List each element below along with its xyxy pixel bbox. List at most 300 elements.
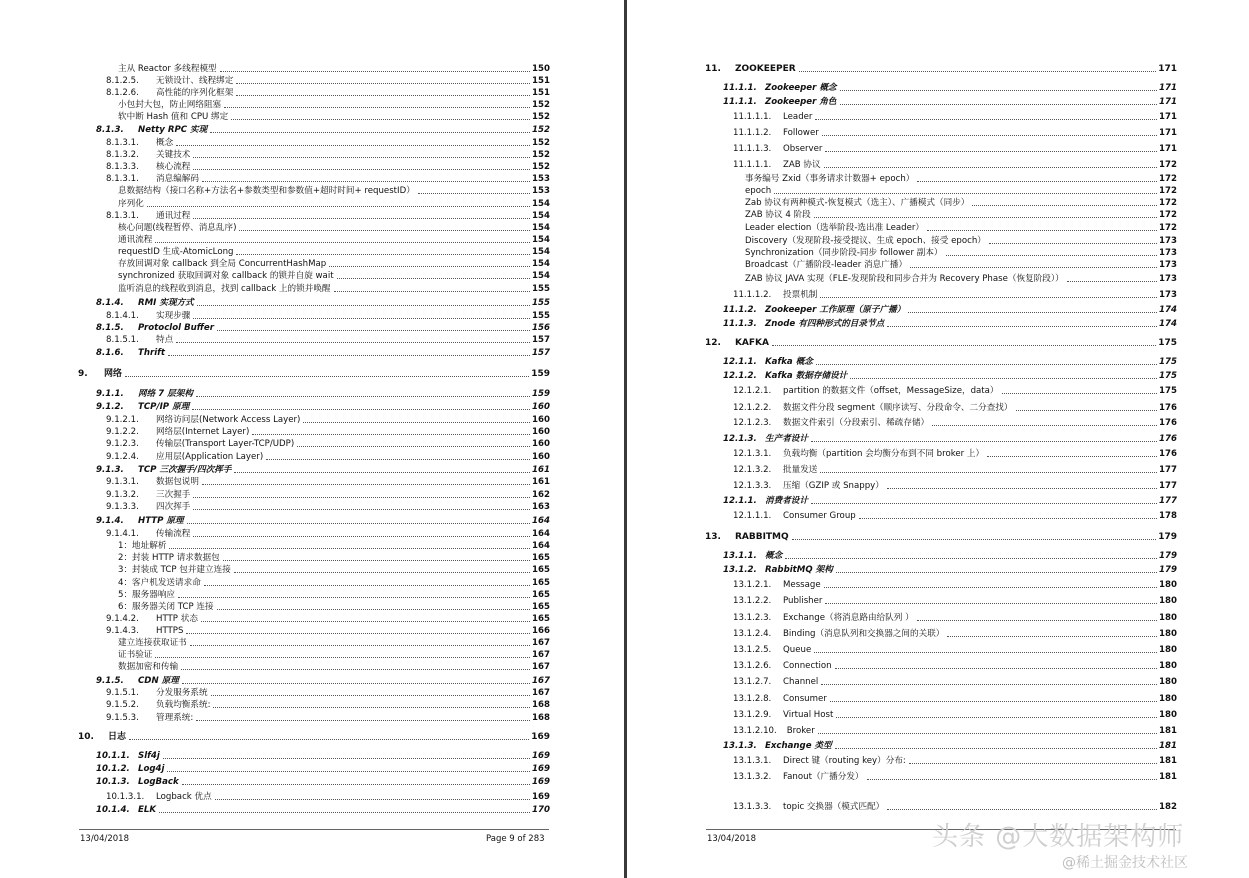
toc-entry-number: 9.1.3. [96, 465, 124, 475]
toc-entry-page: 159 [531, 369, 550, 379]
toc-entry[interactable] [106, 136, 550, 148]
toc-entry-page: 176 [1159, 418, 1177, 428]
toc-entry[interactable] [106, 148, 550, 160]
toc-entry-title: LogBack [138, 777, 179, 787]
toc-entry[interactable] [106, 624, 550, 636]
toc-entry-page: 179 [1158, 532, 1177, 542]
toc-entry-number: 9.1.2. [96, 402, 124, 412]
toc-entry-title: RabbitMQ 架构 [765, 565, 833, 575]
toc-entry-page: 165 [532, 590, 550, 600]
toc-entry-number: 12.1.2.1. [733, 386, 772, 396]
toc-entry[interactable] [106, 333, 550, 345]
toc-entry-page: 170 [532, 805, 550, 815]
toc-entry-number: 13.1.2. [723, 565, 757, 575]
toc-entry[interactable] [733, 708, 1177, 720]
toc-entry-page: 161 [532, 477, 550, 487]
toc-entry[interactable] [118, 269, 550, 281]
toc-entry[interactable] [106, 711, 550, 723]
toc-entry-title: 证书验证 [118, 650, 153, 660]
toc-entry[interactable] [733, 142, 1177, 154]
toc-entry-number: 10.1.4. [96, 805, 130, 815]
toc-entry-number: 8.1.5. [96, 323, 124, 333]
toc-entry-page: 173 [1159, 260, 1177, 270]
toc-entry[interactable] [106, 488, 550, 500]
toc-entry-title: ZAB 协议 4 阶段 [745, 210, 811, 220]
toc-entry[interactable] [705, 62, 1177, 74]
toc-entry[interactable] [733, 770, 1177, 782]
toc-entry[interactable] [723, 563, 1177, 575]
toc-dot-leader [215, 799, 530, 800]
toc-entry[interactable] [96, 514, 550, 526]
toc-entry-title: 息数据结构（接口名称+方法名+参数类型和参数值+超时时间+ requestID） [118, 186, 415, 196]
toc-entry-number: 12.1.1. [723, 357, 757, 367]
toc-entry[interactable] [733, 509, 1177, 521]
footer-date: 13/04/2018 [80, 834, 129, 844]
toc-entry[interactable] [118, 600, 550, 612]
toc-entry-number: 13.1.2.10. [733, 726, 777, 736]
footer-page-number: Page 9 of 283 [486, 834, 545, 844]
toc-entry-title: 4：客户机发送请求命 [118, 578, 201, 588]
toc-entry-title: 核心问题(线程暂停、消息乱序) [118, 223, 237, 233]
toc-dot-leader [840, 104, 1158, 105]
toc-entry[interactable] [118, 98, 550, 110]
toc-entry-number: 12.1.3. [723, 434, 757, 444]
toc-entry[interactable] [106, 160, 550, 172]
toc-entry-title: Netty RPC 实现 [138, 125, 208, 135]
toc-entry-page: 180 [1159, 629, 1177, 639]
toc-entry-page: 165 [532, 614, 550, 624]
toc-dot-leader [217, 609, 530, 610]
toc-entry-number: 10.1.3.1. [106, 792, 145, 802]
toc-dot-leader [297, 446, 530, 447]
toc-entry[interactable] [733, 675, 1177, 687]
toc-entry-page: 167 [532, 638, 550, 648]
toc-entry[interactable] [745, 234, 1177, 246]
toc-entry-title: 管理系统: [156, 713, 194, 723]
toc-entry[interactable] [106, 450, 550, 462]
toc-entry-number: 8.1.6. [96, 348, 124, 358]
toc-entry[interactable] [96, 674, 550, 686]
toc-entry-page: 169 [532, 792, 550, 802]
toc-entry[interactable] [106, 74, 550, 86]
toc-dot-leader [187, 523, 530, 524]
toc-entry[interactable] [733, 126, 1177, 138]
toc-entry-page: 175 [1158, 338, 1177, 348]
toc-dot-leader [946, 255, 1158, 256]
toc-entry[interactable] [96, 296, 550, 308]
toc-dot-leader [125, 376, 529, 377]
toc-entry[interactable] [118, 197, 550, 209]
toc-entry-number: 13.1.2.5. [733, 645, 772, 655]
toc-entry[interactable] [118, 221, 550, 233]
toc-entry-title: 消息编解码 [156, 174, 199, 184]
toc-entry[interactable] [733, 594, 1177, 606]
toc-entry-page: 173 [1159, 274, 1177, 284]
toc-entry-title: 6：服务器关闭 TCP 连接 [118, 602, 214, 612]
toc-entry-title: Log4j [138, 764, 165, 774]
toc-dot-leader [202, 181, 530, 182]
toc-entry-page: 177 [1159, 496, 1177, 506]
toc-entry-page: 182 [1159, 802, 1177, 812]
toc-entry-number: 8.1.5.1. [106, 335, 139, 345]
toc-entry-title: Kafka 概念 [765, 357, 813, 367]
toc-entry-page: 154 [532, 247, 550, 257]
toc-entry[interactable] [745, 172, 1177, 184]
toc-dot-leader [814, 652, 1157, 653]
toc-entry-title: epoch [745, 186, 772, 196]
toc-entry-title: Fanout（广播分发） [783, 772, 864, 782]
toc-entry[interactable] [733, 724, 1177, 736]
toc-entry-page: 180 [1159, 596, 1177, 606]
toc-entry-title: 关键技术 [156, 150, 191, 160]
toc-entry[interactable] [723, 369, 1177, 381]
toc-entry-number: 8.1.2.5. [106, 76, 139, 86]
toc-dot-leader [155, 242, 530, 243]
toc-entry[interactable] [733, 611, 1177, 623]
toc-entry-page: 161 [532, 465, 550, 475]
toc-entry[interactable] [733, 288, 1177, 300]
toc-entry[interactable] [745, 196, 1177, 208]
toc-entry-title: 概念 [765, 551, 783, 561]
toc-dot-leader [867, 779, 1158, 780]
toc-dot-leader [213, 707, 530, 708]
toc-dot-leader [178, 597, 530, 598]
toc-entry[interactable] [733, 158, 1177, 170]
footer-date: 13/04/2018 [707, 834, 756, 844]
toc-entry[interactable] [106, 790, 550, 802]
toc-entry[interactable] [723, 317, 1177, 329]
toc-dot-leader [201, 621, 530, 622]
toc-dot-leader [835, 668, 1157, 669]
toc-entry[interactable] [733, 463, 1177, 475]
toc-entry-title: 高性能的序列化框架 [156, 88, 234, 98]
toc-entry[interactable] [733, 692, 1177, 704]
toc-entry[interactable] [733, 643, 1177, 655]
toc-entry-page: 179 [1159, 565, 1177, 575]
toc-entry[interactable] [106, 437, 550, 449]
toc-entry[interactable] [118, 648, 550, 660]
toc-dot-leader [192, 409, 530, 410]
toc-entry[interactable] [745, 258, 1177, 270]
toc-entry[interactable] [78, 730, 550, 742]
toc-entry-title: Follower [783, 128, 819, 138]
toc-entry-number: 11.1.1.2. [733, 128, 772, 138]
toc-entry[interactable] [723, 494, 1177, 506]
toc-entry[interactable] [78, 367, 550, 379]
toc-entry[interactable] [106, 209, 550, 221]
toc-entry[interactable] [733, 110, 1177, 122]
toc-dot-leader [234, 572, 530, 573]
toc-entry[interactable] [118, 245, 550, 257]
toc-entry-title: TCP/IP 原理 [138, 402, 190, 412]
toc-dot-leader [820, 297, 1157, 298]
toc-entry[interactable] [118, 636, 550, 648]
toc-entry[interactable] [705, 336, 1177, 348]
toc-entry-page: 171 [1159, 128, 1177, 138]
toc-entry-page: 177 [1159, 465, 1177, 475]
toc-dot-leader [190, 645, 530, 646]
toc-entry-title: 3：封装成 TCP 包并建立连接 [118, 565, 231, 575]
toc-entry-number: 12.1.2.2. [733, 403, 772, 413]
toc-dot-leader [337, 278, 530, 279]
toc-entry[interactable] [106, 686, 550, 698]
toc-entry-title: 通讯流程 [118, 235, 153, 245]
toc-entry-page: 180 [1159, 694, 1177, 704]
toc-dot-leader [169, 548, 530, 549]
toc-entry-title: 实现步骤 [156, 311, 191, 321]
toc-dot-leader [917, 181, 1157, 182]
toc-entry-title: Discovery（发现阶段-接受提议、生成 epoch、接受 epoch） [745, 236, 986, 246]
toc-entry[interactable] [745, 184, 1177, 196]
toc-entry[interactable] [96, 775, 550, 787]
toc-dot-leader [147, 206, 530, 207]
toc-entry-title: RABBITMQ [734, 532, 789, 542]
toc-entry-number: 13.1.2.1. [733, 580, 772, 590]
toc-dot-leader [129, 739, 529, 740]
toc-dot-leader [822, 135, 1157, 136]
toc-entry[interactable] [118, 110, 550, 122]
right-document-page [627, 0, 1249, 878]
toc-entry[interactable] [745, 208, 1177, 220]
toc-dot-leader [196, 720, 530, 721]
toc-entry-page: 151 [532, 76, 550, 86]
toc-entry-number: 11. [705, 64, 721, 74]
toc-dot-leader [202, 484, 530, 485]
toc-entry-number: 8.1.3. [96, 125, 124, 135]
toc-entry[interactable] [106, 309, 550, 321]
toc-entry-page: 172 [1159, 223, 1177, 233]
toc-entry-title: 网络 7 层架构 [138, 389, 193, 399]
toc-entry[interactable] [106, 86, 550, 98]
toc-entry-page: 173 [1159, 248, 1177, 258]
toc-entry[interactable] [733, 627, 1177, 639]
toc-dot-leader [234, 472, 530, 473]
toc-entry-page: 155 [532, 298, 550, 308]
toc-entry-number: 9.1.2.4. [106, 452, 139, 462]
toc-entry[interactable] [96, 803, 550, 815]
toc-dot-leader [887, 326, 1157, 327]
toc-entry[interactable] [723, 303, 1177, 315]
toc-dot-leader [193, 218, 530, 219]
toc-entry[interactable] [118, 576, 550, 588]
toc-dot-leader [820, 472, 1157, 473]
toc-entry[interactable] [723, 95, 1177, 107]
toc-entry[interactable] [118, 563, 550, 575]
toc-entry-number: 13.1.2.7. [733, 677, 772, 687]
toc-entry-title: 投票机制 [783, 290, 818, 300]
toc-entry-title: 序列化 [118, 199, 144, 209]
toc-entry-title: Kafka 数据存储设计 [765, 371, 848, 381]
toc-dot-leader [155, 657, 530, 658]
toc-entry[interactable] [96, 749, 550, 761]
toc-dot-leader [236, 254, 530, 255]
toc-entry-title: 主从 Reactor 多线程模型 [118, 64, 217, 74]
toc-dot-leader [987, 456, 1157, 457]
toc-entry-title: 数据包说明 [156, 477, 199, 487]
toc-entry[interactable] [118, 588, 550, 600]
toc-entry[interactable] [106, 527, 550, 539]
toc-entry[interactable] [106, 425, 550, 437]
toc-entry[interactable] [733, 416, 1177, 428]
toc-entry[interactable] [96, 346, 550, 358]
toc-entry-page: 180 [1159, 710, 1177, 720]
toc-entry-title: Broadcast（广播阶段-leader 消息广播） [745, 260, 908, 270]
toc-dot-leader [167, 771, 530, 772]
toc-entry[interactable] [733, 800, 1177, 812]
toc-entry[interactable] [118, 539, 550, 551]
toc-entry-page: 169 [531, 732, 550, 742]
toc-dot-leader [972, 205, 1157, 206]
toc-entry-number: 13.1.2.6. [733, 661, 772, 671]
toc-entry[interactable] [96, 762, 550, 774]
toc-entry[interactable] [118, 184, 550, 196]
toc-entry-page: 168 [532, 713, 550, 723]
toc-entry[interactable] [723, 81, 1177, 93]
toc-entry-title: 事务编号 Zxid（事务请求计数器+ epoch） [745, 174, 915, 184]
toc-entry[interactable] [96, 123, 550, 135]
toc-dot-leader [947, 636, 1157, 637]
toc-entry[interactable] [106, 500, 550, 512]
toc-entry-number: 11.1.1.1. [733, 160, 772, 170]
toc-entry-page: 154 [532, 259, 550, 269]
toc-entry-page: 162 [532, 490, 550, 500]
left-document-page [0, 0, 624, 878]
toc-entry-number: 11.1.1. [723, 83, 757, 93]
toc-dot-leader [193, 536, 530, 537]
toc-dot-leader [239, 230, 530, 231]
toc-entry[interactable] [106, 172, 550, 184]
toc-dot-leader [887, 488, 1157, 489]
toc-entry[interactable] [96, 321, 550, 333]
toc-entry-title: Message [783, 580, 821, 590]
toc-entry-page: 169 [532, 751, 550, 761]
toc-entry[interactable] [733, 384, 1177, 396]
toc-entry-number: 13.1.3.2. [733, 772, 772, 782]
toc-dot-leader [176, 145, 530, 146]
toc-entry[interactable] [118, 282, 550, 294]
toc-entry[interactable] [723, 355, 1177, 367]
toc-entry-number: 13.1.2.8. [733, 694, 772, 704]
toc-entry[interactable] [705, 530, 1177, 542]
toc-entry-title: 特点 [156, 335, 174, 345]
toc-entry-number: 8.1.2.6. [106, 88, 139, 98]
toc-entry[interactable] [723, 432, 1177, 444]
toc-entry[interactable] [745, 272, 1177, 284]
toc-entry-number: 9.1.3.2. [106, 490, 139, 500]
toc-entry[interactable] [733, 479, 1177, 491]
toc-entry[interactable] [106, 413, 550, 425]
toc-dot-leader [211, 695, 530, 696]
toc-entry-number: 9.1.3.1. [106, 477, 139, 487]
toc-entry-number: 8.1.4. [96, 298, 124, 308]
toc-entry-title: Publisher [783, 596, 823, 606]
toc-entry[interactable] [118, 233, 550, 245]
toc-entry[interactable] [96, 387, 550, 399]
toc-dot-leader [818, 733, 1157, 734]
toc-entry[interactable] [733, 754, 1177, 766]
toc-entry[interactable] [106, 698, 550, 710]
toc-entry-title: 概念 [156, 138, 174, 148]
toc-entry[interactable] [118, 660, 550, 672]
toc-entry[interactable] [733, 401, 1177, 413]
toc-dot-leader [815, 119, 1157, 120]
toc-entry-page: 157 [532, 335, 550, 345]
toc-dot-leader [811, 503, 1157, 504]
toc-dot-leader [231, 119, 530, 120]
toc-dot-leader [193, 497, 530, 498]
toc-entry-title: 数据文件分段 segment（顺序读写、分段命令、二分查找） [783, 403, 1013, 413]
toc-dot-leader [182, 683, 530, 684]
watermark-main: 头条 @大数据架构师 [932, 822, 1185, 852]
toc-entry-page: 165 [532, 565, 550, 575]
toc-entry-number: 12. [705, 338, 721, 348]
toc-entry-page: 171 [1159, 112, 1177, 122]
toc-entry[interactable] [118, 551, 550, 563]
toc-entry-page: 165 [532, 578, 550, 588]
watermark-sub: @稀土掘金技术社区 [1062, 855, 1188, 871]
toc-dot-leader [163, 758, 530, 759]
toc-dot-leader [836, 572, 1157, 573]
toc-entry-number: 11.1.1. [723, 97, 757, 107]
toc-entry[interactable] [723, 739, 1177, 751]
toc-entry[interactable] [118, 62, 550, 74]
toc-entry-page: 154 [532, 223, 550, 233]
toc-entry-number: 8.1.3.1. [106, 211, 139, 221]
toc-entry-number: 9.1.4.1. [106, 529, 139, 539]
toc-entry-title: HTTPS [156, 626, 184, 636]
toc-dot-leader [252, 434, 530, 435]
toc-entry-title: Leader election（选举阶段-选出准 Leader） [745, 223, 924, 233]
toc-entry[interactable] [118, 257, 550, 269]
toc-entry[interactable] [96, 400, 550, 412]
toc-entry-page: 175 [1159, 357, 1177, 367]
toc-dot-leader [850, 378, 1157, 379]
toc-dot-leader [1016, 410, 1158, 411]
toc-entry-page: 155 [532, 311, 550, 321]
toc-entry-number: 9.1.5. [96, 676, 124, 686]
toc-entry-title: Slf4j [138, 751, 160, 761]
toc-entry-title: Broker [786, 726, 815, 736]
toc-entry[interactable] [733, 578, 1177, 590]
toc-entry-page: 171 [1158, 64, 1177, 74]
toc-dot-leader [334, 291, 531, 292]
toc-entry-page: 181 [1159, 741, 1177, 751]
toc-entry[interactable] [745, 221, 1177, 233]
toc-entry-title: synchronized 获取回调对象 callback 的锁并自旋 wait [118, 271, 334, 281]
toc-entry-page: 181 [1159, 756, 1177, 766]
toc-entry-page: 160 [532, 427, 550, 437]
toc-entry-page: 171 [1159, 97, 1177, 107]
toc-dot-leader [825, 603, 1157, 604]
toc-entry-number: 11.1.3. [723, 319, 757, 329]
toc-entry[interactable] [723, 549, 1177, 561]
toc-entry-number: 13.1.1. [723, 551, 757, 561]
toc-entry[interactable] [106, 475, 550, 487]
toc-entry-page: 180 [1159, 580, 1177, 590]
toc-entry[interactable] [733, 447, 1177, 459]
toc-entry-title: ZAB 协议 JAVA 实现（FLE-发现阶段和同步合并为 Recovery Phase（恢复阶段）） [745, 274, 1064, 284]
toc-entry[interactable] [106, 612, 550, 624]
footer-rule [79, 829, 549, 830]
toc-entry[interactable] [733, 659, 1177, 671]
toc-entry-title: ELK [138, 805, 157, 815]
toc-entry[interactable] [96, 463, 550, 475]
toc-entry-number: 12.1.2.3. [733, 418, 772, 428]
toc-entry-number: 9.1.3.3. [106, 502, 139, 512]
toc-entry[interactable] [745, 246, 1177, 258]
toc-entry-page: 152 [532, 162, 550, 172]
toc-dot-leader [186, 633, 530, 634]
